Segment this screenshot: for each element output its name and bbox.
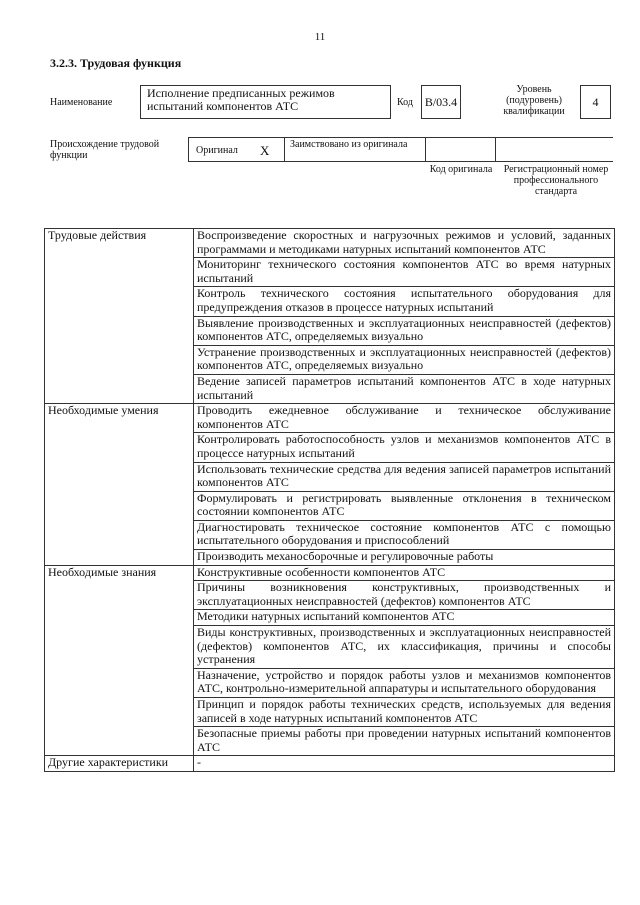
item-cell: Использовать технические средства для ведения записей параметров испытаний компонентов АТС: [194, 462, 615, 491]
category-cell: Необходимые знания: [45, 565, 194, 756]
item-cell: Устранение производственных и эксплуатационных неисправностей (дефектов) компонентов АТС, определяемых визуально: [194, 345, 615, 374]
origin-row: [188, 137, 613, 162]
labor-function-table: [44, 228, 615, 772]
level-value: 4: [592, 95, 599, 109]
item-cell: Назначение, устройство и порядок работы узлов и механизмов компонентов АТС, контрольно-измерительной аппаратуры и испытательного оборудования: [194, 668, 615, 697]
item-cell: Конструктивные особенности компонентов АТС: [194, 565, 615, 581]
table-row: [45, 229, 615, 258]
origin-label: Происхождение трудовой функции: [50, 139, 160, 161]
level-value-box: [580, 85, 611, 119]
name-label: Наименование: [50, 97, 113, 108]
item-cell: Безопасные приемы работы при проведении натурных испытаний компонентов АТС: [194, 727, 615, 756]
table-row: [45, 565, 615, 581]
category-cell: Необходимые умения: [45, 404, 194, 566]
borrowed-label: Заимствовано из оригинала: [290, 139, 408, 150]
section-title: 3.2.3. Трудовая функция: [50, 56, 182, 70]
code-original-caption: Код оригинала: [429, 164, 493, 175]
item-cell: Контролировать работоспособность узлов и механизмов компонентов АТС в процессе натурных испытаний: [194, 433, 615, 462]
item-cell: Воспроизведение скоростных и нагрузочных режимов и условий, заданных программами и методиками натурных испытаний компонентов АТС: [194, 229, 615, 258]
item-cell: Виды конструктивных, производственных и эксплуатационных неисправностей (дефектов) компонентов АТС, их классификация, причины и способы устранения: [194, 626, 615, 669]
item-cell: Диагностировать техническое состояние компонентов АТС с помощью испытательного оборудования и приспособлений: [194, 520, 615, 549]
table-row: [45, 404, 615, 433]
reg-number-cell: [496, 138, 613, 162]
borrowed-cell: [285, 138, 426, 162]
original-label: Оригинал: [196, 145, 238, 156]
item-cell: Контроль технического состояния испытательного оборудования для предупреждения отказов в процессе натурных испытаний: [194, 287, 615, 316]
category-cell: Другие характеристики: [45, 756, 194, 772]
reg-number-caption: Регистрационный номер профессионального стандарта: [503, 164, 609, 197]
item-cell: Методики натурных испытаний компонентов АТС: [194, 610, 615, 626]
level-label: Уровень (подуровень) квалификации: [503, 84, 565, 117]
code-label: Код: [397, 97, 413, 108]
name-value-box: [140, 85, 391, 119]
table-row: [45, 756, 615, 772]
page-number: 11: [314, 31, 326, 43]
item-cell: Ведение записей параметров испытаний компонентов АТС в ходе натурных испытаний: [194, 374, 615, 403]
code-value-box: [421, 85, 461, 119]
item-cell: Принцип и порядок работы технических средств, используемых для ведения записей в ходе натурных испытаний компонентов АТС: [194, 698, 615, 727]
item-cell: Проводить ежедневное обслуживание и техническое обслуживание компонентов АТС: [194, 404, 615, 433]
item-cell: Формулировать и регистрировать выявленные отклонения в техническом состоянии компонентов АТС: [194, 491, 615, 520]
item-cell: -: [194, 756, 615, 772]
item-cell: Выявление производственных и эксплуатационных неисправностей (дефектов) компонентов АТС, определяемых визуально: [194, 316, 615, 345]
item-cell: Мониторинг технического состояния компонентов АТС во время натурных испытаний: [194, 258, 615, 287]
code-value: B/03.4: [424, 95, 458, 109]
original-cell: [188, 138, 285, 162]
original-mark: X: [260, 143, 270, 158]
name-value: Исполнение предписанных режимов испытаний компонентов АТС: [147, 86, 335, 113]
code-original-cell: [426, 138, 496, 162]
item-cell: Причины возникновения конструктивных, производственных и эксплуатационных неисправностей (дефектов) компонентов АТС: [194, 581, 615, 610]
category-cell: Трудовые действия: [45, 229, 194, 404]
item-cell: Производить механосборочные и регулировочные работы: [194, 550, 615, 566]
